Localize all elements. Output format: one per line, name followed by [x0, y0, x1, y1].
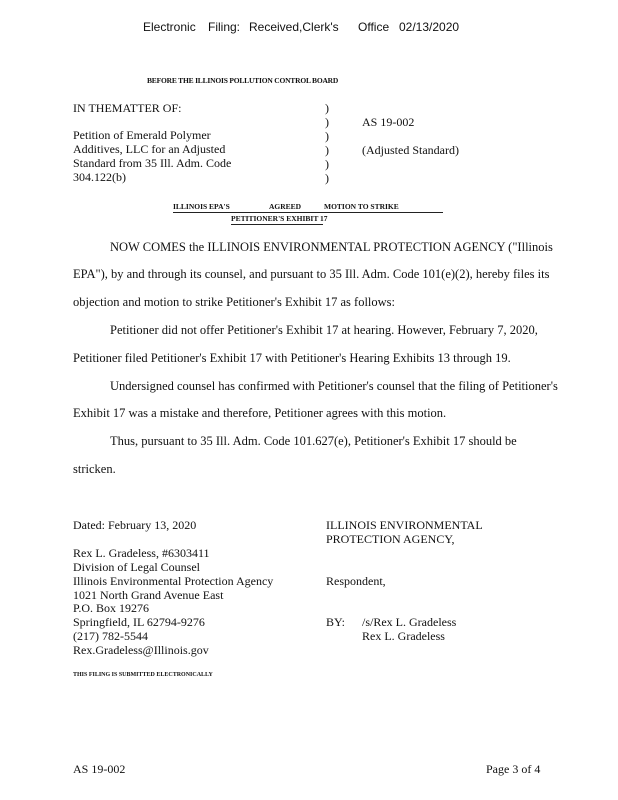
- title-underline-2: [231, 224, 323, 225]
- filing-stamp-office: Office: [358, 20, 390, 34]
- title-part-3: MOTION TO STRIKE: [324, 202, 399, 211]
- contact-line: Rex L. Gradeless, #6303411: [73, 546, 210, 560]
- contact-line: Illinois Environmental Protection Agency: [73, 574, 274, 588]
- dated-line: Dated: February 13, 2020: [73, 518, 197, 532]
- contact-email: Rex.Gradeless@Illinois.gov: [73, 643, 209, 657]
- title-part-2: AGREED: [269, 202, 302, 211]
- filing-stamp-filing: Filing:: [208, 20, 241, 34]
- title-line-2: PETITIONER'S EXHIBIT 17: [231, 214, 328, 223]
- contact-line: Division of Legal Counsel: [73, 560, 200, 574]
- caption-in-matter: IN THEMATTER OF:: [73, 101, 182, 115]
- printed-name: Rex L. Gradeless: [362, 629, 445, 643]
- caption-line: Additives, LLC for an Adjusted: [73, 142, 226, 156]
- filing-stamp-electronic: Electronic: [143, 20, 196, 34]
- case-number: AS 19-002: [362, 115, 415, 129]
- respondent-label: Respondent,: [326, 574, 386, 588]
- caption-paren: ): [325, 101, 329, 115]
- caption-line: 304.122(b): [73, 170, 126, 184]
- contact-line: P.O. Box 19276: [73, 601, 150, 615]
- caption-paren: ): [325, 171, 329, 185]
- footer-page-number: Page 3 of 4: [486, 762, 541, 776]
- paragraph-4-line-2: stricken.: [73, 462, 116, 476]
- board-heading: BEFORE THE ILLINOIS POLLUTION CONTROL BOARD: [147, 76, 339, 85]
- caption-paren: ): [325, 157, 329, 171]
- contact-line: (217) 782-5544: [73, 629, 148, 643]
- caption-paren: ): [325, 115, 329, 129]
- paragraph-2-line-2: Petitioner filed Petitioner's Exhibit 17 with Petitioner's Hearing Exhibits 13 through 19.: [73, 351, 511, 365]
- filing-stamp-date: 02/13/2020: [399, 20, 460, 34]
- caption-line: Petition of Emerald Polymer: [73, 128, 211, 142]
- paragraph-3-line-1: Undersigned counsel has confirmed with Petitioner's counsel that the filing of Petitioner's: [110, 379, 558, 393]
- footer-case-number: AS 19-002: [73, 762, 126, 776]
- paragraph-1-line-3: objection and motion to strike Petitioner's Exhibit 17 as follows:: [73, 295, 396, 309]
- paragraph-1-line-2: EPA"), by and through its counsel, and pursuant to 35 Ill. Adm. Code 101(e)(2), hereby files its: [73, 267, 550, 281]
- paragraph-1-line-1: NOW COMES the ILLINOIS ENVIRONMENTAL PROTECTION AGENCY ("Illinois: [110, 240, 553, 254]
- caption-paren: ): [325, 143, 329, 157]
- caption-line: Standard from 35 Ill. Adm. Code: [73, 156, 232, 170]
- agency-name-line-1: ILLINOIS ENVIRONMENTAL: [326, 518, 483, 532]
- agency-name-line-2: PROTECTION AGENCY,: [326, 532, 455, 546]
- case-type: (Adjusted Standard): [362, 143, 459, 157]
- caption-paren: ): [325, 129, 329, 143]
- filing-stamp-received: Received,Clerk's: [249, 20, 339, 34]
- paragraph-4-line-1: Thus, pursuant to 35 Ill. Adm. Code 101.627(e), Petitioner's Exhibit 17 should be: [110, 434, 517, 448]
- contact-line: 1021 North Grand Avenue East: [73, 588, 224, 602]
- signature: /s/Rex L. Gradeless: [362, 615, 457, 629]
- by-label: BY:: [326, 615, 345, 629]
- paragraph-3-line-2: Exhibit 17 was a mistake and therefore, Petitioner agrees with this motion.: [73, 406, 447, 420]
- paragraph-2-line-1: Petitioner did not offer Petitioner's Exhibit 17 at hearing. However, February 7, 2020,: [110, 323, 538, 337]
- contact-line: Springfield, IL 62794-9276: [73, 615, 205, 629]
- title-underline: [173, 212, 443, 213]
- title-part-1: ILLINOIS EPA'S: [173, 202, 230, 211]
- electronic-filing-note: THIS FILING IS SUBMITTED ELECTRONICALLY: [73, 672, 213, 678]
